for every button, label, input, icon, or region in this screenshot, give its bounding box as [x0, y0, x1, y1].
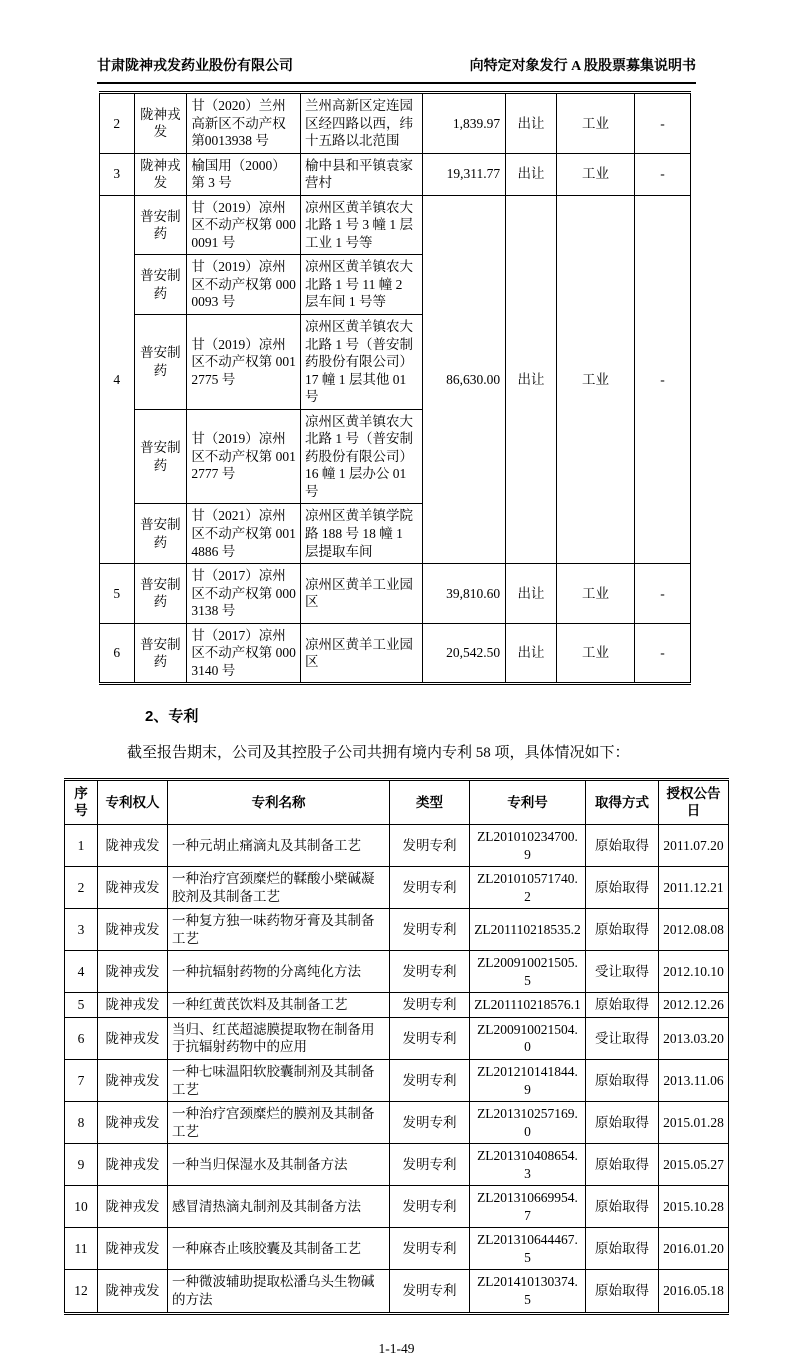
cell-method: 原始取得	[586, 1060, 659, 1102]
table-row	[65, 1270, 729, 1313]
cell-owner: 陇神戎发	[98, 951, 168, 993]
cell-patent-number: ZL200910021505.5	[470, 951, 586, 993]
patent-table	[64, 778, 729, 1315]
cell-no: 10	[65, 1186, 98, 1228]
cell-no: 4	[65, 951, 98, 993]
cell-owner: 陇神戎发	[98, 1228, 168, 1270]
cell-area: 20,542.50	[422, 623, 505, 684]
cell-type: 发明专利	[390, 1017, 470, 1059]
cell-location: 凉州区黄羊镇农大北路 1 号 3 幢 1 层工业 1 号等	[301, 195, 423, 255]
cell-area: 1,839.97	[422, 93, 505, 154]
cell-type: 发明专利	[390, 1144, 470, 1186]
cell-method: 出让	[506, 623, 557, 684]
cell-owner: 普安制药	[134, 409, 187, 504]
page-header	[97, 55, 696, 84]
cell-cert: 甘（2019）凉州区不动产权第 0012775 号	[187, 315, 301, 410]
cell-method: 原始取得	[586, 1228, 659, 1270]
cell-no: 3	[100, 153, 135, 195]
cell-patent-name: 一种七味温阳软胶囊制剂及其制备工艺	[168, 1060, 390, 1102]
cell-owner: 陇神戎发	[98, 1060, 168, 1102]
patents-intro-paragraph: 截至报告期末，公司及其控股子公司共拥有境内专利 58 项，具体情况如下：	[127, 745, 630, 762]
cell-other: -	[635, 93, 691, 154]
section-heading-patents: 2、专利	[145, 708, 199, 726]
cell-type: 发明专利	[390, 951, 470, 993]
cell-no: 3	[65, 909, 98, 951]
cell-date: 2011.07.20	[659, 825, 729, 867]
col-header-name: 专利名称	[168, 779, 390, 824]
table-row	[65, 825, 729, 867]
cell-patent-name: 一种微波辅助提取松潘乌头生物碱的方法	[168, 1270, 390, 1313]
cell-type: 发明专利	[390, 1060, 470, 1102]
cell-location: 凉州区黄羊镇农大北路 1 号（普安制药股份有限公司）17 幢 1 层其他 01 号	[301, 315, 423, 410]
cell-location: 凉州区黄羊镇农大北路 1 号（普安制药股份有限公司）16 幢 1 层办公 01 号	[301, 409, 423, 504]
col-header-no: 序号	[65, 779, 98, 824]
header-document-title: 向特定对象发行 A 股股票募集说明书	[469, 59, 696, 74]
cell-patent-number: ZL201210141844.9	[470, 1060, 586, 1102]
cell-owner: 普安制药	[134, 504, 187, 564]
cell-patent-number: ZL201010234700.9	[470, 825, 586, 867]
cell-cert: 甘（2019）凉州区不动产权第 0012777 号	[187, 409, 301, 504]
cell-no: 7	[65, 1060, 98, 1102]
cell-method: 出让	[506, 195, 557, 563]
col-header-type: 类型	[390, 779, 470, 824]
cell-no: 5	[65, 993, 98, 1018]
header-company-name: 甘肃陇神戎发药业股份有限公司	[97, 59, 293, 74]
cell-owner: 陇神戎发	[134, 153, 187, 195]
cell-method: 原始取得	[586, 1144, 659, 1186]
cell-location: 凉州区黄羊镇学院路 188 号 18 幢 1 层提取车间	[301, 504, 423, 564]
cell-date: 2015.05.27	[659, 1144, 729, 1186]
cell-method: 受让取得	[586, 951, 659, 993]
cell-owner: 普安制药	[134, 195, 187, 255]
cell-no: 1	[65, 825, 98, 867]
table-row	[100, 153, 691, 195]
table-row	[65, 867, 729, 909]
cell-location: 凉州区黄羊工业园区	[301, 564, 423, 624]
cell-use: 工业	[556, 93, 634, 154]
cell-patent-number: ZL201310257169.0	[470, 1102, 586, 1144]
cell-patent-number: ZL201310408654.3	[470, 1144, 586, 1186]
col-header-number: 专利号	[470, 779, 586, 824]
cell-type: 发明专利	[390, 1228, 470, 1270]
cell-date: 2012.12.26	[659, 993, 729, 1018]
cell-patent-number: ZL201310644467.5	[470, 1228, 586, 1270]
table-row	[65, 1017, 729, 1059]
cell-owner: 陇神戎发	[98, 1270, 168, 1313]
cell-patent-name: 一种当归保湿水及其制备方法	[168, 1144, 390, 1186]
cell-use: 工业	[556, 623, 634, 684]
cell-patent-number: ZL201010571740.2	[470, 867, 586, 909]
table-row	[65, 993, 729, 1018]
cell-date: 2016.01.20	[659, 1228, 729, 1270]
cell-method: 原始取得	[586, 909, 659, 951]
cell-other: -	[635, 195, 691, 563]
table-row	[100, 195, 691, 255]
cell-type: 发明专利	[390, 825, 470, 867]
cell-method: 出让	[506, 93, 557, 154]
cell-owner: 普安制药	[134, 564, 187, 624]
cell-date: 2016.05.18	[659, 1270, 729, 1313]
cell-method: 受让取得	[586, 1017, 659, 1059]
col-header-method: 取得方式	[586, 779, 659, 824]
cell-cert: 榆国用（2000）第 3 号	[187, 153, 301, 195]
table-row	[100, 623, 691, 684]
col-header-date: 授权公告日	[659, 779, 729, 824]
cell-no: 8	[65, 1102, 98, 1144]
table-row	[65, 909, 729, 951]
cell-patent-name: 一种元胡止痛滴丸及其制备工艺	[168, 825, 390, 867]
cell-use: 工业	[556, 153, 634, 195]
table-row	[65, 1186, 729, 1228]
cell-owner: 陇神戎发	[98, 1186, 168, 1228]
cell-patent-name: 一种红黄芪饮料及其制备工艺	[168, 993, 390, 1018]
table-row	[65, 1060, 729, 1102]
cell-method: 原始取得	[586, 867, 659, 909]
cell-date: 2015.10.28	[659, 1186, 729, 1228]
cell-no: 6	[65, 1017, 98, 1059]
patent-table-header-row	[65, 779, 729, 824]
cell-patent-number: ZL200910021504.0	[470, 1017, 586, 1059]
cell-owner: 陇神戎发	[98, 867, 168, 909]
table-row	[65, 1144, 729, 1186]
cell-method: 出让	[506, 153, 557, 195]
cell-other: -	[635, 623, 691, 684]
table-row	[65, 951, 729, 993]
cell-patent-name: 一种抗辐射药物的分离纯化方法	[168, 951, 390, 993]
cell-patent-name: 当归、红芪超滤膜提取物在制备用于抗辐射药物中的应用	[168, 1017, 390, 1059]
cell-patent-number: ZL201110218535.2	[470, 909, 586, 951]
cell-type: 发明专利	[390, 1270, 470, 1313]
cell-owner: 陇神戎发	[98, 909, 168, 951]
cell-cert: 甘（2019）凉州区不动产权第 0000093 号	[187, 255, 301, 315]
cell-cert: 甘（2021）凉州区不动产权第 0014886 号	[187, 504, 301, 564]
cell-type: 发明专利	[390, 867, 470, 909]
cell-no: 4	[100, 195, 135, 563]
cell-owner: 陇神戎发	[134, 93, 187, 154]
cell-patent-name: 一种麻杏止咳胶囊及其制备工艺	[168, 1228, 390, 1270]
table-row	[100, 564, 691, 624]
cell-owner: 普安制药	[134, 315, 187, 410]
cell-method: 原始取得	[586, 825, 659, 867]
cell-method: 原始取得	[586, 1186, 659, 1228]
cell-patent-name: 一种治疗宫颈糜烂的膜剂及其制备工艺	[168, 1102, 390, 1144]
cell-cert: 甘（2019）凉州区不动产权第 0000091 号	[187, 195, 301, 255]
cell-area: 86,630.00	[422, 195, 505, 563]
cell-owner: 陇神戎发	[98, 993, 168, 1018]
land-table	[99, 91, 691, 685]
cell-cert: 甘（2017）凉州区不动产权第 0003138 号	[187, 564, 301, 624]
cell-patent-number: ZL201310669954.7	[470, 1186, 586, 1228]
cell-no: 12	[65, 1270, 98, 1313]
cell-date: 2013.03.20	[659, 1017, 729, 1059]
cell-owner: 陇神戎发	[98, 1102, 168, 1144]
cell-no: 2	[100, 93, 135, 154]
cell-type: 发明专利	[390, 909, 470, 951]
cell-owner: 陇神戎发	[98, 1144, 168, 1186]
cell-date: 2012.10.10	[659, 951, 729, 993]
table-row	[100, 93, 691, 154]
cell-use: 工业	[556, 564, 634, 624]
cell-area: 19,311.77	[422, 153, 505, 195]
cell-cert: 甘（2017）凉州区不动产权第 0003140 号	[187, 623, 301, 684]
cell-type: 发明专利	[390, 1186, 470, 1228]
cell-patent-name: 感冒清热滴丸制剂及其制备方法	[168, 1186, 390, 1228]
cell-date: 2015.01.28	[659, 1102, 729, 1144]
cell-other: -	[635, 564, 691, 624]
cell-no: 5	[100, 564, 135, 624]
cell-date: 2012.08.08	[659, 909, 729, 951]
cell-no: 6	[100, 623, 135, 684]
cell-no: 11	[65, 1228, 98, 1270]
cell-area: 39,810.60	[422, 564, 505, 624]
cell-patent-name: 一种复方独一味药物牙膏及其制备工艺	[168, 909, 390, 951]
page-number: 1-1-49	[378, 1340, 415, 1356]
cell-no: 9	[65, 1144, 98, 1186]
cell-method: 原始取得	[586, 993, 659, 1018]
table-row	[65, 1102, 729, 1144]
cell-owner: 陇神戎发	[98, 825, 168, 867]
cell-method: 原始取得	[586, 1102, 659, 1144]
cell-location: 凉州区黄羊镇农大北路 1 号 11 幢 2 层车间 1 号等	[301, 255, 423, 315]
cell-no: 2	[65, 867, 98, 909]
cell-owner: 陇神戎发	[98, 1017, 168, 1059]
cell-patent-name: 一种治疗宫颈糜烂的鞣酸小檗碱凝胶剂及其制备工艺	[168, 867, 390, 909]
cell-date: 2013.11.06	[659, 1060, 729, 1102]
cell-location: 兰州高新区定连园区经四路以西，纬十五路以北范围	[301, 93, 423, 154]
cell-type: 发明专利	[390, 993, 470, 1018]
cell-patent-number: ZL201110218576.1	[470, 993, 586, 1018]
col-header-owner: 专利权人	[98, 779, 168, 824]
table-row	[65, 1228, 729, 1270]
cell-location: 凉州区黄羊工业园区	[301, 623, 423, 684]
cell-owner: 普安制药	[134, 623, 187, 684]
cell-cert: 甘（2020）兰州高新区不动产权第0013938 号	[187, 93, 301, 154]
cell-method: 原始取得	[586, 1270, 659, 1313]
cell-use: 工业	[556, 195, 634, 563]
cell-patent-number: ZL201410130374.5	[470, 1270, 586, 1313]
cell-date: 2011.12.21	[659, 867, 729, 909]
cell-owner: 普安制药	[134, 255, 187, 315]
cell-method: 出让	[506, 564, 557, 624]
cell-other: -	[635, 153, 691, 195]
cell-location: 榆中县和平镇袁家营村	[301, 153, 423, 195]
cell-type: 发明专利	[390, 1102, 470, 1144]
